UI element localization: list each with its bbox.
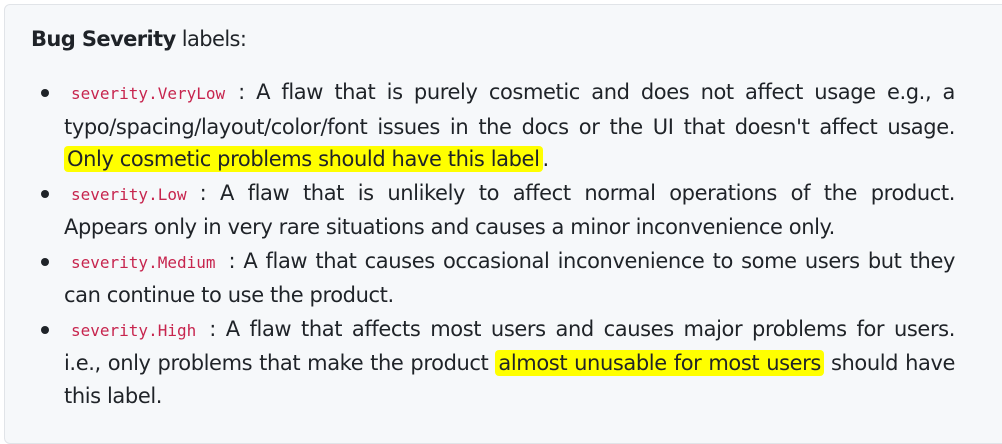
severity-item-medium [64, 245, 955, 312]
item-description: : A flaw that is unlikely to affect normal operations of the product. Appears only in very rare situations and causes a minor inconvenience only. [64, 180, 955, 239]
severity-labels-panel [4, 4, 1002, 444]
severity-item-low [64, 177, 955, 244]
section-heading [31, 23, 246, 55]
severity-tag: severity.Low [71, 184, 187, 204]
severity-tag: severity.High [71, 320, 197, 340]
bullet-icon [41, 190, 49, 198]
item-description: : A flaw that affects most users and causes major problems for users. i.e., only problems that make the product [64, 316, 955, 375]
highlighted-text: almost unusable for most users [495, 350, 824, 376]
bullet-icon [41, 326, 49, 334]
severity-tag: severity.VeryLow [71, 84, 226, 103]
item-description-end: . [542, 147, 549, 171]
severity-list [64, 76, 955, 413]
severity-tag: severity.Medium [71, 252, 216, 272]
heading-bold: Bug Severity [31, 27, 176, 51]
item-description-end: should have this label. [64, 351, 956, 408]
heading-rest: labels: [175, 27, 247, 51]
highlighted-text: Only cosmetic problems should have this label [64, 146, 543, 172]
severity-item-high [64, 313, 955, 413]
bullet-icon [41, 258, 49, 266]
severity-item-verylow [64, 76, 955, 176]
item-description: : A flaw that is purely cosmetic and does not affect usage e.g., a typo/spacing/layout/color/font issues in the docs or the UI that doesn't affect usage. [64, 80, 955, 139]
item-description: : A flaw that causes occasional inconvenience to some users but they can continue to use the product. [64, 248, 955, 307]
bullet-icon [41, 89, 49, 97]
